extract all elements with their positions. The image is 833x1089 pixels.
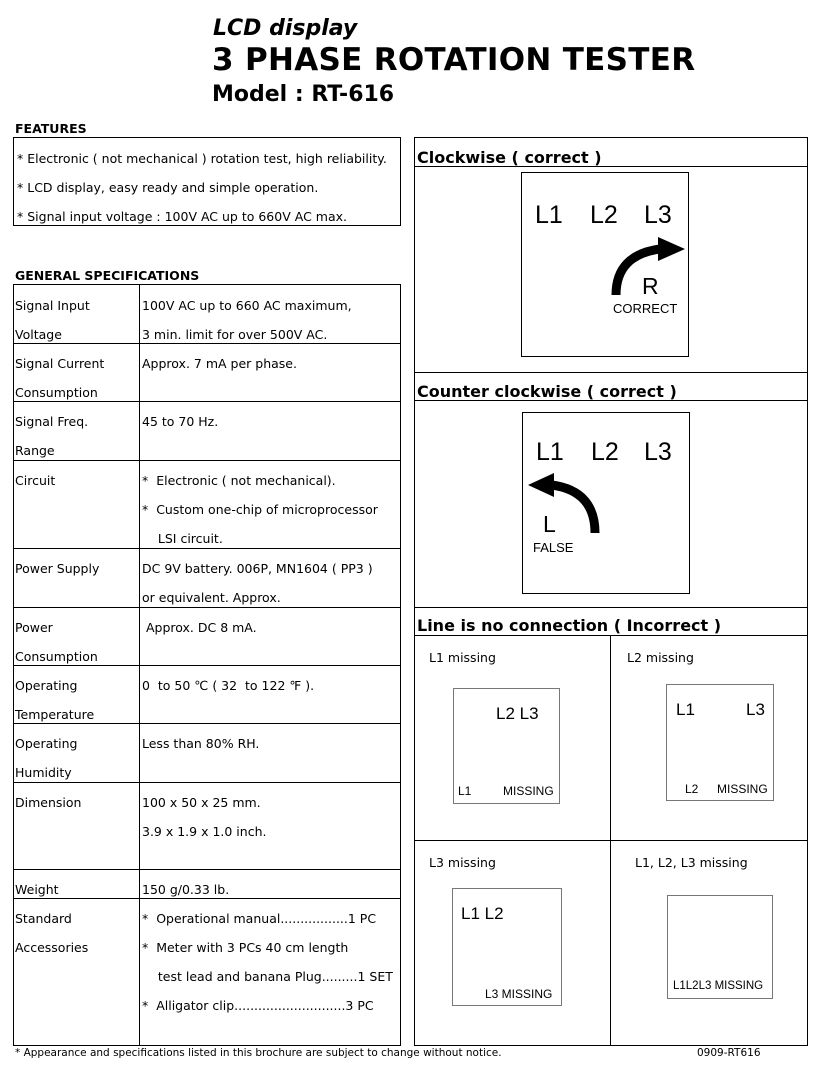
counter-clockwise-heading: Counter clockwise ( correct ) [417, 382, 677, 401]
all-missing-lcd [667, 895, 773, 999]
spec-label: Temperature [15, 707, 95, 722]
all-missing-caption: L1, L2, L3 missing [635, 855, 748, 870]
spec-label: Consumption [15, 385, 98, 400]
model-number: Model : RT-616 [212, 82, 395, 107]
l3-label: L3 [644, 201, 672, 229]
l1-label: L1 [535, 201, 563, 229]
spec-label: Circuit [15, 473, 56, 488]
spec-label: Signal Current [15, 356, 105, 371]
l1-missing-lcd [453, 688, 560, 804]
status-false: FALSE [533, 540, 574, 555]
missing-label: L3 MISSING [485, 987, 553, 1001]
table-row-divider [14, 869, 400, 870]
l2-missing-lcd [666, 684, 774, 801]
spec-value: * Alligator clip............................3 PC [142, 998, 374, 1013]
spec-value: 3.9 x 1.9 x 1.0 inch. [142, 824, 267, 839]
direction-l: L [543, 511, 556, 537]
spec-value: * Electronic ( not mechanical). [142, 473, 336, 488]
l2-code: L2 [685, 782, 699, 796]
l3-label: L3 [746, 700, 765, 719]
l3-missing-lcd [452, 888, 562, 1006]
display-panel [414, 137, 808, 1046]
spec-value: or equivalent. Approx. [142, 590, 281, 605]
spec-label: Range [15, 443, 55, 458]
table-row-divider [14, 548, 400, 549]
no-connection-heading: Line is no connection ( Incorrect ) [417, 616, 722, 635]
spec-label: Power [15, 620, 53, 635]
direction-r: R [642, 273, 659, 299]
l1-code: L1 [458, 784, 472, 798]
l1-label: L1 [676, 700, 695, 719]
spec-label: Signal Freq. [15, 414, 89, 429]
missing-label: MISSING [717, 782, 768, 796]
spec-label: Consumption [15, 649, 98, 664]
spec-value: * Meter with 3 PCs 40 cm length [142, 940, 349, 955]
table-row-divider [14, 401, 400, 402]
feature-item: * LCD display, easy ready and simple operation. [17, 180, 319, 195]
lines-label: L1 L2 [461, 904, 504, 923]
spec-label: Dimension [15, 795, 82, 810]
missing-label: L1L2L3 MISSING [673, 980, 764, 992]
page-title: 3 PHASE ROTATION TESTER [212, 42, 696, 78]
spec-value: 45 to 70 Hz. [142, 414, 219, 429]
spec-label: Voltage [15, 327, 62, 342]
spec-value: 100V AC up to 660 AC maximum, [142, 298, 352, 313]
l2-label: L2 [591, 438, 619, 466]
divider [415, 635, 807, 636]
table-row-divider [14, 782, 400, 783]
spec-value: Approx. 7 mA per phase. [142, 356, 297, 371]
specs-heading: GENERAL SPECIFICATIONS [15, 268, 200, 283]
divider [415, 166, 807, 167]
spec-value: test lead and banana Plug.........1 SET [142, 969, 393, 984]
spec-label: Weight [15, 882, 59, 897]
l2-missing-caption: L2 missing [627, 650, 694, 665]
divider [415, 607, 807, 608]
spec-value: 150 g/0.33 lb. [142, 882, 230, 897]
feature-item: * Signal input voltage : 100V AC up to 660V AC max. [17, 209, 347, 224]
status-correct: CORRECT [613, 301, 678, 316]
spec-value: * Operational manual.................1 PC [142, 911, 377, 926]
l2-label: L2 [590, 201, 618, 229]
spec-value: Approx. DC 8 mA. [142, 620, 257, 635]
spec-label: Signal Input [15, 298, 90, 313]
spec-label: Power Supply [15, 561, 100, 576]
spec-label: Operating [15, 736, 78, 751]
clockwise-heading: Clockwise ( correct ) [417, 148, 602, 167]
document-code: 0909-RT616 [697, 1047, 761, 1059]
table-row-divider [14, 607, 400, 608]
l3-label: L3 [644, 438, 672, 466]
missing-label: MISSING [503, 784, 554, 798]
specs-table [13, 284, 401, 1046]
lcd-display-subtitle: LCD display [213, 16, 358, 41]
counter-clockwise-arrow-icon [525, 471, 605, 541]
spec-label: Standard [15, 911, 72, 926]
l1-missing-caption: L1 missing [429, 650, 496, 665]
spec-label: Accessories [15, 940, 89, 955]
table-row-divider [14, 898, 400, 899]
clockwise-lcd [521, 172, 689, 357]
l3-missing-caption: L3 missing [429, 855, 496, 870]
features-heading: FEATURES [15, 121, 87, 136]
table-row-divider [14, 343, 400, 344]
lines-label: L2 L3 [496, 704, 539, 723]
table-row-divider [14, 665, 400, 666]
spec-value: LSI circuit. [142, 531, 223, 546]
spec-value: DC 9V battery. 006P, MN1604 ( PP3 ) [142, 561, 373, 576]
table-row-divider [14, 723, 400, 724]
l1-label: L1 [536, 438, 564, 466]
table-row-divider [14, 460, 400, 461]
spec-value: 100 x 50 x 25 mm. [142, 795, 261, 810]
divider [415, 400, 807, 401]
divider [415, 840, 807, 841]
spec-value: 3 min. limit for over 500V AC. [142, 327, 328, 342]
counter-clockwise-lcd [522, 412, 690, 594]
feature-item: * Electronic ( not mechanical ) rotation test, high reliability. [17, 151, 387, 166]
spec-value: 0 to 50 ℃ ( 32 to 122 ℉ ). [142, 678, 315, 693]
spec-label: Operating [15, 678, 78, 693]
divider [415, 372, 807, 373]
spec-label: Humidity [15, 765, 72, 780]
spec-value: * Custom one-chip of microprocessor [142, 502, 378, 517]
disclaimer-note: * Appearance and specifications listed in this brochure are subject to change without notice. [15, 1047, 502, 1059]
spec-value: Less than 80% RH. [142, 736, 260, 751]
